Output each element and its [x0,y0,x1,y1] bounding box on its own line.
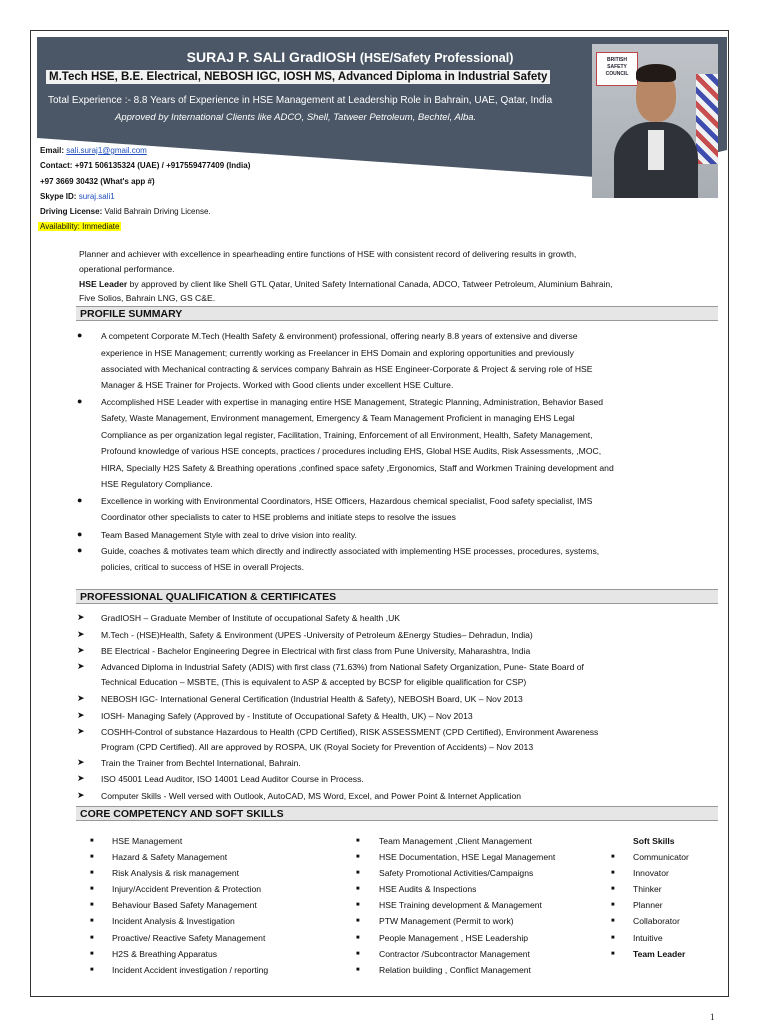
competency-item: Injury/Accident Prevention & Protection [112,884,262,894]
square-bullet-icon: ■ [356,886,360,892]
square-bullet-icon: ■ [611,902,615,908]
competency-heading: CORE COMPETENCY AND SOFT SKILLS [76,806,718,821]
square-bullet-icon: ■ [90,935,94,941]
arrow-bullet-icon: ➤ [77,612,85,622]
bullet-icon: ● [77,545,83,555]
qualification-line: BE Electrical - Bachelor Engineering Degree in Electrical with first class from Pune University, Maharashtra, India [101,646,531,656]
profile-line: experience in HSE Management; currently working as Freelancer in EHS Domain and exploring opportunities and previously [101,348,574,358]
skype-value[interactable]: suraj.sali1 [78,192,115,201]
bullet-icon: ● [77,396,83,406]
competency-item: Hazard & Safety Management [112,852,228,862]
profile-line: HSE Regulatory Compliance. [101,479,213,489]
competency-item: HSE Training development & Management [379,900,542,910]
profile-line: associated with Mechanical contracting & services company Bahrain as HSE Engineer-Corporate & Project & serving role of HSE [101,364,593,374]
skype-label: Skype ID: [40,192,77,201]
qualification-line: IOSH- Managing Safely (Approved by - Institute of Occupational Safety & Health, UK) – Nov 2013 [101,711,473,721]
square-bullet-icon: ■ [90,918,94,924]
availability-badge: Availability: Immediate [40,222,120,231]
square-bullet-icon: ■ [90,870,94,876]
intro-line-3 [79,278,613,290]
square-bullet-icon: ■ [90,886,94,892]
square-bullet-icon: ■ [356,870,360,876]
square-bullet-icon: ■ [90,951,94,957]
arrow-bullet-icon: ➤ [77,645,85,655]
qualification-line: M.Tech - (HSE)Health, Safety & Environment (UPES -University of Petroleum &Energy Studies– Dehradun, India) [101,630,533,640]
photo-shirt [648,130,664,170]
square-bullet-icon: ■ [356,967,360,973]
profile-line: Manager & HSE Trainer for Projects. Worked with Good clients under excellent HSE Culture. [101,380,454,390]
bullet-icon: ● [77,330,83,340]
profile-line: Profound knowledge of various HSE concepts, practices / procedures including EHS, Global HSE Audits, Risk Assessments, ,MOC, [101,446,602,456]
square-bullet-icon: ■ [356,854,360,860]
competency-item: HSE Audits & Inspections [379,884,477,894]
arrow-bullet-icon: ➤ [77,710,85,720]
candidate-name [140,49,560,65]
square-bullet-icon: ■ [611,870,615,876]
arrow-bullet-icon: ➤ [77,661,85,671]
email-link[interactable]: sali.suraj1@gmail.com [66,146,147,155]
intro-line-2: operational performance. [79,264,175,274]
intro-line-1: Planner and achiever with excellence in spearheading entire functions of HSE with consistent record of delivering results in growth, [79,249,577,259]
square-bullet-icon: ■ [90,838,94,844]
arrow-bullet-icon: ➤ [77,790,85,800]
email-label: Email: [40,146,65,155]
skype-row [40,192,115,201]
contact-row [40,161,250,170]
intro-hse-leader: HSE Leader [79,279,128,289]
qualification-line: ISO 45001 Lead Auditor, ISO 14001 Lead Auditor Course in Process. [101,774,364,784]
arrow-bullet-icon: ➤ [77,757,85,767]
arrow-bullet-icon: ➤ [77,773,85,783]
soft-skill-item: Innovator [633,868,669,878]
competency-item: HSE Management [112,836,183,846]
competency-item: People Management , HSE Leadership [379,933,529,943]
bullet-icon: ● [77,495,83,505]
profile-summary-heading: PROFILE SUMMARY [76,306,718,321]
soft-skills-title: Soft Skills [633,836,675,846]
qualification-line: Program (CPD Certified). All are approved by ROSPA, UK (Royal Society for Prevention of Accidents) – Nov 2013 [101,742,534,752]
profile-line: Team Based Management Style with zeal to drive vision into reality. [101,530,357,540]
bullet-icon: ● [77,529,83,539]
contact-label: Contact: [40,161,73,170]
whatsapp-row [40,177,155,186]
soft-skill-item: Collaborator [633,916,680,926]
square-bullet-icon: ■ [611,886,615,892]
square-bullet-icon: ■ [356,918,360,924]
role-text: (HSE/Safety Professional) [359,51,514,65]
profile-line: Excellence in working with Environmental Coordinators, HSE Officers, Hazardous chemical specialist, Food safety specialist, IMS [101,496,593,506]
qualification-line: Train the Trainer from Bechtel International, Bahrain. [101,758,301,768]
square-bullet-icon: ■ [356,902,360,908]
license-label: Driving License: [40,207,103,216]
square-bullet-icon: ■ [356,935,360,941]
profile-line: HIRA, Specially H2S Safety & Breathing operations ,confined space safety ,Ergonomics, Staff and Workmen Training development and [101,463,614,473]
competency-item: Proactive/ Reactive Safety Management [112,933,266,943]
profile-line: A competent Corporate M.Tech (Health Safety & environment) professional, offering nearly 8.8 years of extensive and diverse [101,331,578,341]
competency-item: Contractor /Subcontractor Management [379,949,530,959]
profile-line: Safety, Waste Management, Environment management, Emergency & Team Management Proficient in managing EHS Legal [101,413,575,423]
competency-item: Incident Analysis & Investigation [112,916,235,926]
square-bullet-icon: ■ [90,967,94,973]
profile-line: Coordinator other specialists to cater to HSE problems and initiate steps to resolve the issues [101,512,456,522]
competency-item: PTW Management (Permit to work) [379,916,514,926]
profile-line: policies, critical to success of HSE in overall Projects. [101,562,304,572]
qualification-heading: PROFESSIONAL QUALIFICATION & CERTIFICATES [76,589,718,604]
photo-hair [636,64,676,82]
qualification-line: GradIOSH – Graduate Member of Institute of occupational Safety & health ,UK [101,613,401,623]
whatsapp-value: +97 3669 30432 (What's app #) [40,177,155,186]
competency-item: H2S & Breathing Apparatus [112,949,218,959]
experience-line: Total Experience :- 8.8 Years of Experience in HSE Management at Leadership Role in Bahrain, UAE, Qatar, India [48,95,553,106]
competency-item: Safety Promotional Activities/Campaigns [379,868,534,878]
arrow-bullet-icon: ➤ [77,726,85,736]
qualification-banner: M.Tech HSE, B.E. Electrical, NEBOSH IGC, IOSH MS, Advanced Diploma in Industrial Safety [46,70,550,84]
arrow-bullet-icon: ➤ [77,629,85,639]
soft-skill-item: Communicator [633,852,689,862]
qualification-line: COSHH-Control of substance Hazardous to Health (CPD Certified), RISK ASSESSMENT (CPD Certified), Environment Awareness [101,727,599,737]
competency-item: Behaviour Based Safety Management [112,900,257,910]
page-number: 1 [710,1012,715,1022]
contact-value: +971 506135324 (UAE) / +917559477409 (India) [74,161,251,170]
arrow-bullet-icon: ➤ [77,693,85,703]
profile-photo [592,44,718,198]
square-bullet-icon: ■ [611,935,615,941]
email-row [40,146,147,155]
competency-item: Relation building , Conflict Management [379,965,531,975]
qualification-line: Advanced Diploma in Industrial Safety (ADIS) with first class (71.63%) from National Safety Organization, Pune- State Board of [101,662,584,672]
approved-line: Approved by International Clients like ADCO, Shell, Tatweer Petroleum, Bechtel, Alba. [115,112,477,123]
square-bullet-icon: ■ [611,854,615,860]
soft-skill-item: Thinker [633,884,662,894]
soft-skill-item: Team Leader [633,949,686,959]
square-bullet-icon: ■ [90,854,94,860]
qualification-line: Computer Skills - Well versed with Outlook, AutoCAD, MS Word, Excel, and Power Point & Internet Application [101,791,522,801]
intro-clients: by approved by client like Shell GTL Qatar, United Safety International Canada, ADCO, Tatweer Petroleum, Aluminium Bahrain, [127,279,613,289]
competency-item: Risk Analysis & risk management [112,868,240,878]
profile-line: Guide, coaches & motivates team which directly and indirectly associated with implementing HSE processes, procedures, systems, [101,546,600,556]
soft-skill-item: Intuitive [633,933,663,943]
license-value: Valid Bahrain Driving License. [104,207,211,216]
qualification-line: Technical Education – MSBTE, (This is equivalent to ASP & accepted by BCSP for eligible qualification for CSP) [101,677,527,687]
qualification-line: NEBOSH IGC- International General Certification (Industrial Health & Safety), NEBOSH Board, UK – Nov 2013 [101,694,523,704]
competency-item: Team Management ,Client Management [379,836,532,846]
intro-line-4: Five Solios, Bahrain LNG, GS C&E. [79,293,216,303]
square-bullet-icon: ■ [90,902,94,908]
name-text: SURAJ P. SALI GradIOSH [186,49,356,65]
license-row [40,207,211,216]
soft-skill-item: Planner [633,900,663,910]
square-bullet-icon: ■ [356,838,360,844]
square-bullet-icon: ■ [611,918,615,924]
flag-stripes [696,74,718,164]
competency-item: HSE Documentation, HSE Legal Management [379,852,556,862]
profile-line: Accomplished HSE Leader with expertise in managing entire HSE Management, Strategic Planning, Administration, Behavior Based [101,397,604,407]
profile-line: Compliance as per organization legal register, Facilitation, Training, Enforcement of all Environment, Health, Safety Management, [101,430,593,440]
square-bullet-icon: ■ [356,951,360,957]
competency-item: Incident Accident investigation / reporting [112,965,269,975]
safety-council-board: BRITISH SAFETY COUNCIL [596,52,638,86]
square-bullet-icon: ■ [611,951,615,957]
